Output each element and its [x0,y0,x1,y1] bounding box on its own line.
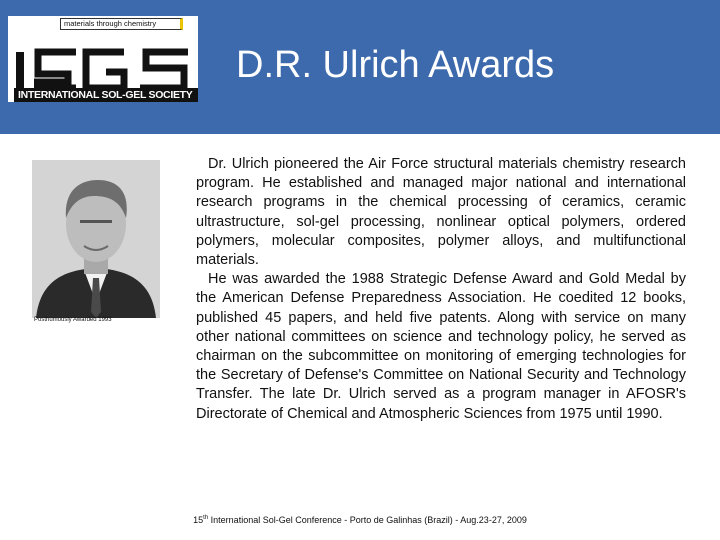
biography-paragraph: He was awarded the 1988 Strategic Defense Award and Gold Medal by the American Defense Preparedness Association. He coedited 12 books, published 45 papers, and held five patents. Along with service on many other national committees on science and technology policy, he served as chairman on the subcommittee on monitoring of emerging technologies for the Secretary of Defense's Committee on National Security and Technology Transfer. The late Dr. Ulrich served as a program manager in AFOSR's Directorate of Chemical and Atmospheric Sciences from 1975 until 1990. [196,271,686,422]
logo-letter-g [86,52,124,88]
biography-text [196,155,686,424]
logo-letter-s-2 [140,52,188,88]
title-banner [0,0,720,134]
biography-paragraph: Dr. Ulrich pioneered the Air Force structural materials chemistry research program. He established and managed major national and international research programs in the chemical processing of ceramics, ceramic ultrastructure, sol-gel processing, nonlinear optical polymers, ordered polymers, molecular composites, polymer alloys, and multifunctional materials. [196,156,686,269]
logo-society-name: INTERNATIONAL SOL-GEL SOCIETY [14,88,198,102]
footer-text: International Sol-Gel Conference - Porto de Galinhas (Brazil) - Aug.23-27, 2009 [208,515,527,525]
conference-footer [0,514,720,526]
logo-letter-i [16,52,24,88]
portrait-caption: Posthumously Awarded 1993 [34,317,112,323]
page-title: D.R. Ulrich Awards [236,44,555,86]
footer-ordinal-suffix: th [203,515,209,521]
logo-tagline: materials through chemistry [60,18,183,30]
photo-eyes [80,220,112,223]
logo-letter-s-1 [34,52,76,88]
isgs-logo [8,16,198,102]
footer-ordinal-number: 15 [193,515,204,525]
portrait-photo [32,160,160,318]
